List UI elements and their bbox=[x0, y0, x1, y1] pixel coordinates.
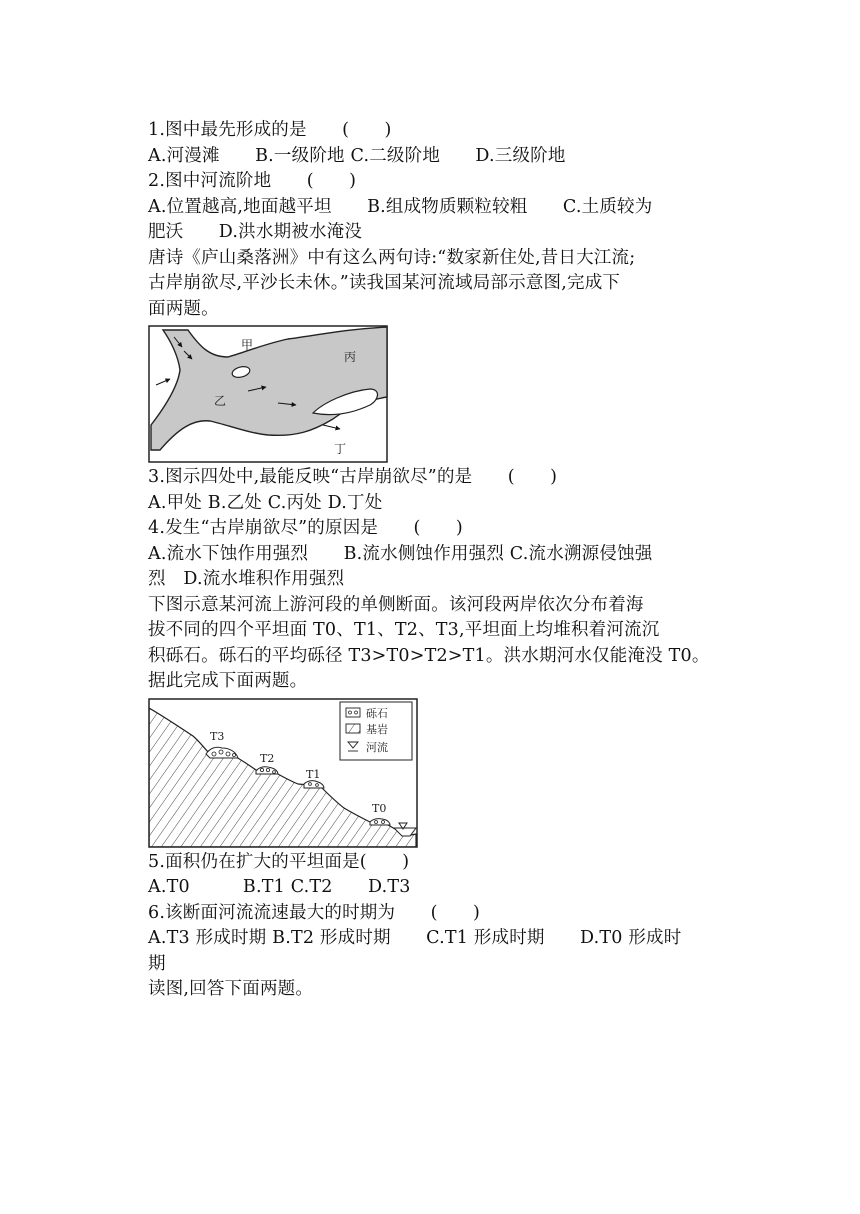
label-t0: T0 bbox=[372, 801, 387, 815]
legend-gravel-label: 砾石 bbox=[366, 706, 388, 720]
question-2-stem: 2.图中河流阶地 ( ) bbox=[148, 171, 357, 191]
intro-q5-q6-line-1: 下图示意某河流上游河段的单侧断面。该河段两岸依次分布着海 bbox=[148, 594, 644, 615]
label-t2: T2 bbox=[260, 751, 275, 765]
question-3-stem: 3.图示四处中,最能反映“古岸崩欲尽”的是 ( ) bbox=[148, 467, 558, 487]
river-map-svg bbox=[148, 325, 388, 463]
legend-gravel-swatch bbox=[346, 708, 360, 717]
question-6-options-line-1: A.T3 形成时期 B.T2 形成时期 C.T1 形成时期 D.T0 形成时 bbox=[148, 928, 682, 948]
question-6-stem: 6.该断面河流流速最大的时期为 ( ) bbox=[148, 902, 481, 923]
label-t3: T3 bbox=[210, 729, 225, 743]
legend-bedrock-label: 基岩 bbox=[366, 722, 388, 736]
label-ding: 丁 bbox=[334, 442, 347, 456]
river-map-figure bbox=[148, 325, 720, 463]
intro-q5-q6-line-4: 据此完成下面两题。 bbox=[148, 671, 308, 691]
label-jia: 甲 bbox=[241, 338, 254, 352]
label-bing: 丙 bbox=[344, 350, 357, 364]
river-section-figure bbox=[148, 698, 720, 848]
river-section-svg bbox=[148, 698, 418, 848]
label-yi: 乙 bbox=[214, 394, 227, 408]
legend bbox=[340, 702, 412, 760]
intro-q3-q4-line-1: 唐诗《庐山桑落洲》中有这么两句诗:“数家新住处,昔日大江流; bbox=[148, 247, 636, 268]
legend-river-label: 河流 bbox=[366, 740, 388, 754]
intro-q5-q6-line-3: 积砾石。砾石的平均砾径 T3>T0>T2>T1。洪水期河水仅能淹没 T0。 bbox=[148, 645, 710, 666]
closing-instruction: 读图,回答下面两题。 bbox=[148, 979, 314, 999]
question-2-options-line-2: 肥沃 D.洪水期被水淹没 bbox=[148, 222, 363, 242]
intro-q3-q4-line-3: 面两题。 bbox=[148, 298, 219, 319]
question-1-options: A.河漫滩 B.一级阶地 C.二级阶地 D.三级阶地 bbox=[148, 145, 566, 166]
question-2-options-line-1: A.位置越高,地面越平坦 B.组成物质颗粒较粗 C.土质较为 bbox=[148, 196, 653, 217]
question-1-stem: 1.图中最先形成的是 ( ) bbox=[148, 120, 392, 140]
question-5-stem: 5.面积仍在扩大的平坦面是( ) bbox=[148, 851, 410, 872]
question-4-options-line-1: A.流水下蚀作用强烈 B.流水侧蚀作用强烈 C.流水溯源侵蚀强 bbox=[148, 543, 653, 564]
question-4-stem: 4.发生“古岸崩欲尽”的原因是 ( ) bbox=[148, 518, 463, 538]
worksheet-page bbox=[148, 118, 720, 1003]
question-6-options-line-2: 期 bbox=[148, 953, 166, 974]
intro-q3-q4-line-2: 古岸崩欲尽,平沙长未休。”读我国某河流域局部示意图,完成下 bbox=[148, 273, 621, 293]
intro-q5-q6-line-2: 拔不同的四个平坦面 T0、T1、T2、T3,平坦面上均堆积着河流沉 bbox=[148, 620, 660, 640]
question-3-options: A.甲处 B.乙处 C.丙处 D.丁处 bbox=[148, 492, 383, 513]
question-4-options-line-2: 烈 D.流水堆积作用强烈 bbox=[148, 569, 345, 589]
label-t1: T1 bbox=[306, 767, 321, 781]
legend-bedrock-swatch bbox=[346, 724, 360, 733]
question-5-options: A.T0 B.T1 C.T2 D.T3 bbox=[148, 877, 411, 897]
